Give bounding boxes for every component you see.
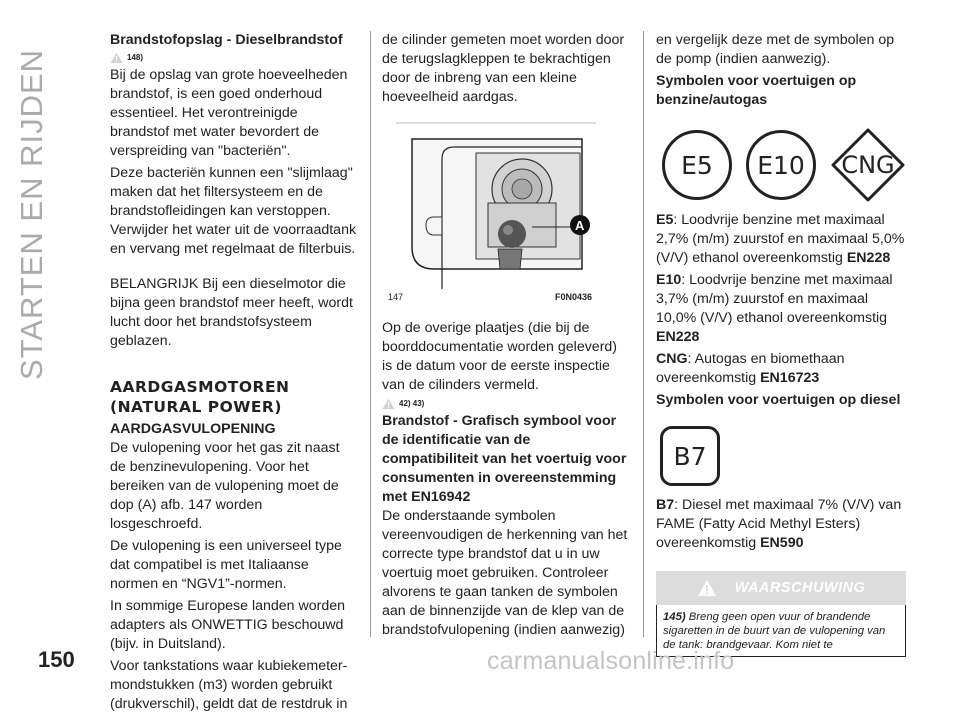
reference-42-43 (382, 398, 630, 410)
figure-label-a: A (575, 218, 585, 233)
reference-number: 148) (127, 53, 144, 62)
standard-en228: EN228 (656, 329, 700, 345)
figure-number: 147 (388, 292, 404, 302)
paragraph: In sommige Europese landen worden adapters als ONWETTIG beschouwd (bijv. in Duitsland). (110, 598, 346, 652)
warning-header (656, 571, 906, 605)
reference-148 (110, 52, 358, 64)
warning-triangle-icon (697, 579, 717, 597)
paragraph: de cilinder gemeten moet worden door de terugslagkleppen te bekrachtigen door de inbreng van een kleine hoeveelheid aardgas. (382, 32, 625, 105)
warning-triangle-icon (110, 52, 123, 64)
standard-en228: EN228 (846, 250, 891, 266)
paragraph: De vulopening is een universeel type dat compatibel is met Italiaanse normen en “NGV1”-normen. (110, 538, 342, 592)
badge-cng-text: CNG (841, 150, 895, 179)
fuel-desc-e10: : Loodvrije benzine met maximaal 3,7% (m/m) zuurstof en maximaal 10,0% (V/V) ethanol overeenkomstig (656, 272, 893, 326)
column-divider (370, 31, 371, 637)
heading-benzine-autogas: Symbolen voor voertuigen op benzine/autogas (656, 73, 857, 108)
badge-e5: E5 (662, 130, 732, 200)
paragraph: Voor tankstations waar kubiekemeter-mondstukken (m3) worden gebruikt (drukverschil), geldt dat de restdruk in (110, 658, 348, 712)
standard-en590: EN590 (760, 535, 804, 551)
column-divider (643, 31, 644, 637)
fuel-key-b7: B7 (656, 497, 675, 513)
paragraph: De onderstaande symbolen vereenvoudigen de herkenning van het correcte type brandstof dat u in uw voertuig moet gebruiken. Controleer alvorens te gaan tanken de symbolen aan de binnenzijde van de klep van de brandstofvulopening (indien aanwezig) (382, 508, 628, 638)
figure-147 (382, 119, 596, 309)
subheading-aardgasvulopening: AARDGASVULOPENING (110, 421, 276, 437)
badge-b7: B7 (660, 426, 720, 486)
reference-number: 42) 43) (399, 399, 425, 408)
column-2 (382, 31, 630, 643)
paragraph: Op de overige plaatjes (die bij de boorddocumentatie worden geleverd) is de datum voor de eerste inspectie van de cilinders vermeld. (382, 320, 618, 393)
figure-code: F0N0436 (554, 292, 592, 302)
fuel-desc-b7: : Diesel met maximaal 7% (V/V) van FAME (Fatty Acid Methyl Esters) overeenkomstig (656, 497, 902, 551)
paragraph: en vergelijk deze met de symbolen op de pomp (indien aanwezig). (656, 32, 895, 67)
paragraph: Deze bacteriën kunnen een "slijmlaag" maken dat het filtersysteem en de brandstofleidingen kan verstoppen. Verwijder het water uit de voorraadtank en vervang met regelmaat de filterbuis. (110, 165, 357, 257)
fuel-desc-e5: : Loodvrije benzine met maximaal 2,7% (m/m) zuurstof en maximaal 5,0% (V/V) ethanol overeenkomstig (656, 212, 905, 266)
column-3 (656, 31, 908, 657)
standard-en16723: EN16723 (760, 370, 820, 386)
fuel-filler-illustration (382, 119, 596, 309)
paragraph: Bij de opslag van grote hoeveelheden brandstof, is een goed onderhoud essentieel. Het verontreinigde brandstof met water bevordert de verspreiding van "bacteriën". (110, 67, 348, 159)
warning-ref: 145) (663, 611, 686, 623)
heading-diesel: Symbolen voor voertuigen op diesel (656, 392, 901, 408)
column-1 (110, 31, 358, 717)
watermark: carmanualsonline.info (487, 647, 735, 675)
heading-brandstofopslag: Brandstofopslag - Dieselbrandstof (110, 32, 343, 48)
page-number: 150 (38, 647, 75, 672)
warning-text: Breng geen open vuur of brandende sigaretten in de buurt van de vulopening van de tank: brandgevaar. Kom niet te (663, 611, 886, 651)
fuel-badges (662, 130, 908, 203)
fuel-key-e5: E5 (656, 212, 674, 228)
heading-brandstof-symbool: Brandstof - Grafisch symbool voor de identificatie van de compatibiliteit van het voertuig voor consumenten in overeenstemming met EN16942 (382, 413, 627, 505)
chapter-side-title: STARTEN EN RIJDEN (14, 48, 49, 380)
badge-cng (830, 127, 906, 203)
warning-title: WAARSCHUWING (734, 579, 866, 596)
fuel-desc-cng: : Autogas en biomethaan overeenkomstig (656, 351, 845, 386)
warning-box (656, 571, 906, 657)
section-title: AARDGASMOTOREN (NATURAL POWER) (110, 378, 290, 416)
fuel-key-e10: E10 (656, 272, 682, 288)
warning-triangle-icon (382, 398, 395, 410)
fuel-key-cng: CNG (656, 351, 688, 367)
paragraph: BELANGRIJK Bij een dieselmotor die bijna geen brandstof meer heeft, wordt lucht door het brandstofsysteem geblazen. (110, 276, 353, 349)
badge-e10: E10 (746, 130, 816, 200)
paragraph: De vulopening voor het gas zit naast de benzinevulopening. Voor het bereiken van de vulopening moet de dop (A) afb. 147 worden losgeschroefd. (110, 440, 340, 532)
